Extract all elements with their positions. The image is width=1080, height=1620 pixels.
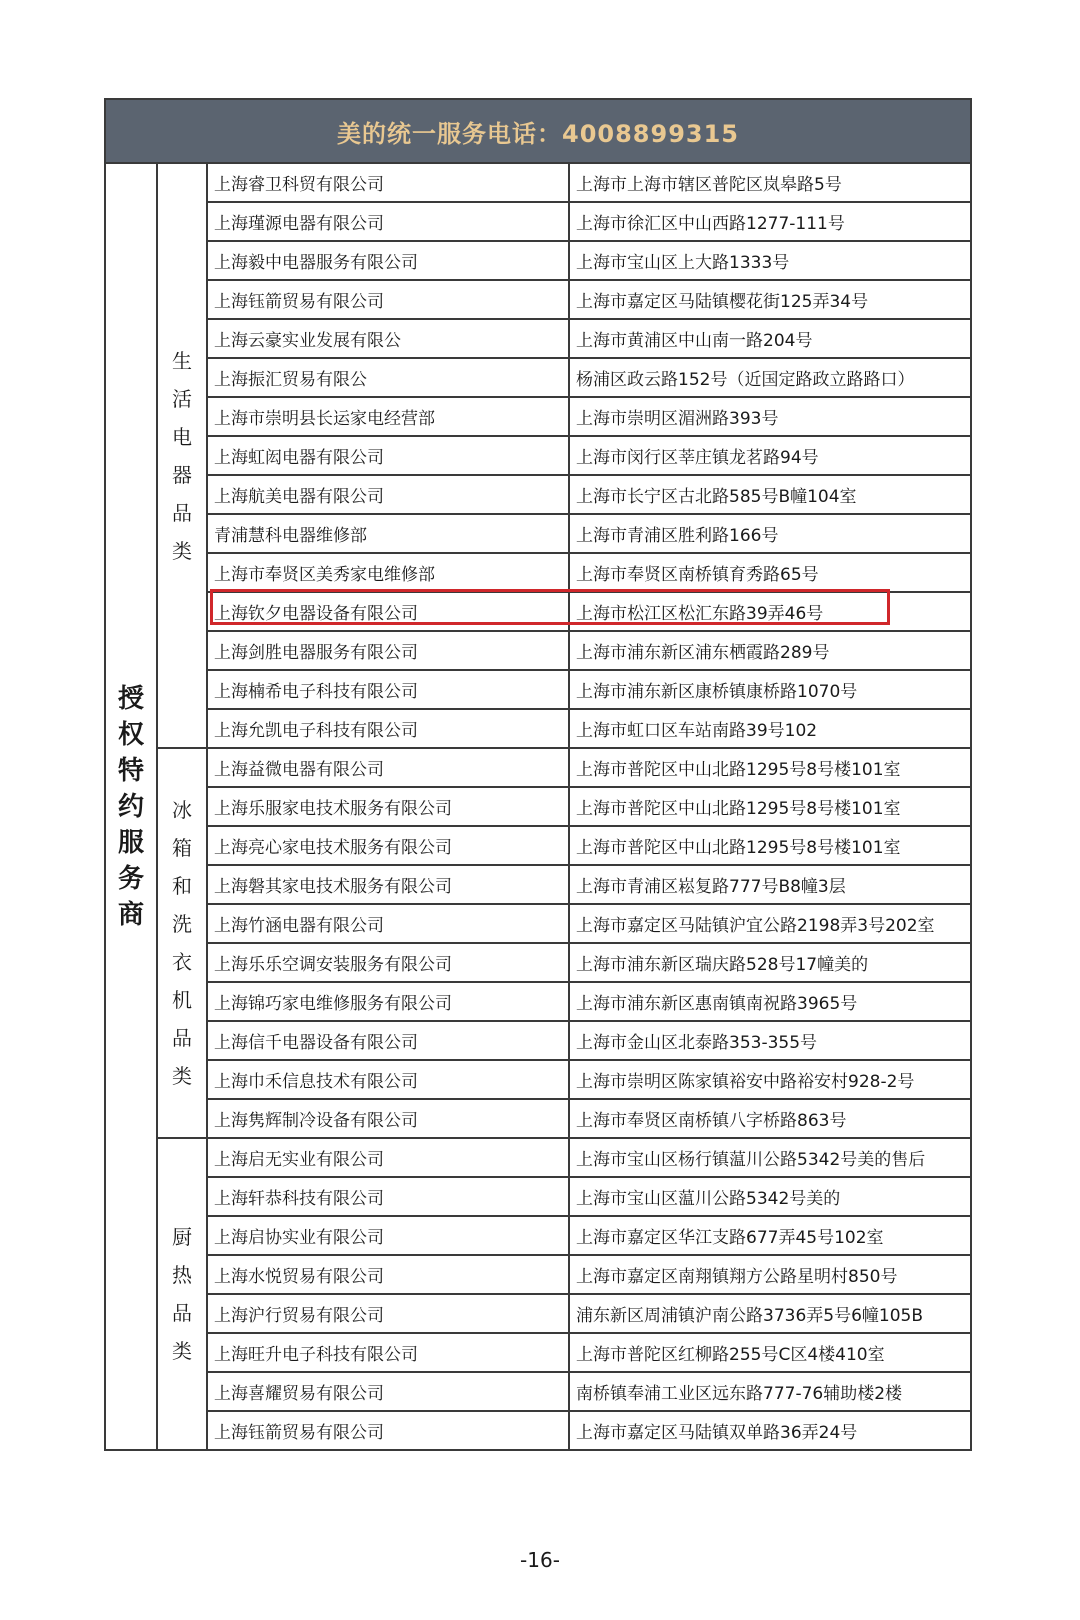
company-name-cell: 上海信千电器设备有限公司 <box>207 1021 569 1060</box>
company-name-cell: 上海瑾源电器有限公司 <box>207 202 569 241</box>
company-name-cell: 青浦慧科电器维修部 <box>207 514 569 553</box>
company-name-cell: 上海启无实业有限公司 <box>207 1138 569 1177</box>
group-label-cell <box>105 163 157 1450</box>
category-label-char: 机 <box>172 988 192 1012</box>
company-address-cell: 上海市长宁区古北路585号B幢104室 <box>569 475 971 514</box>
category-label-char: 类 <box>172 538 192 563</box>
table-row <box>105 553 971 592</box>
table-row <box>105 1294 971 1333</box>
table-row <box>105 748 971 787</box>
company-address-cell: 上海市普陀区中山北路1295号8号楼101室 <box>569 748 971 787</box>
company-address-cell: 上海市普陀区中山北路1295号8号楼101室 <box>569 787 971 826</box>
table-row <box>105 1021 971 1060</box>
table-row <box>105 1216 971 1255</box>
company-name-cell: 上海喜耀贸易有限公司 <box>207 1372 569 1411</box>
table-row <box>105 358 971 397</box>
company-name-cell: 上海乐乐空调安装服务有限公司 <box>207 943 569 982</box>
company-address-cell: 上海市崇明区陈家镇裕安中路裕安村928-2号 <box>569 1060 971 1099</box>
category-label-char: 品 <box>172 1301 192 1325</box>
company-name-cell: 上海水悦贸易有限公司 <box>207 1255 569 1294</box>
company-address-cell: 上海市嘉定区马陆镇双单路36弄24号 <box>569 1411 971 1450</box>
company-name-cell: 上海钦夕电器设备有限公司 <box>207 592 569 631</box>
category-label-cell <box>157 1138 207 1450</box>
company-name-cell: 上海沪行贸易有限公司 <box>207 1294 569 1333</box>
category-label-char: 衣 <box>172 950 192 974</box>
company-address-cell: 上海市黄浦区中山南一路204号 <box>569 319 971 358</box>
company-address-cell: 上海市嘉定区南翔镇翔方公路星明村850号 <box>569 1255 971 1294</box>
company-name-cell: 上海乐服家电技术服务有限公司 <box>207 787 569 826</box>
table-row <box>105 514 971 553</box>
company-address-cell: 上海市浦东新区浦东栖霞路289号 <box>569 631 971 670</box>
category-label-cell <box>157 163 207 748</box>
company-name-cell: 上海钰箭贸易有限公司 <box>207 1411 569 1450</box>
company-name-cell: 上海磐其家电技术服务有限公司 <box>207 865 569 904</box>
company-name-cell: 上海亮心家电技术服务有限公司 <box>207 826 569 865</box>
company-name-cell: 上海毅中电器服务有限公司 <box>207 241 569 280</box>
group-label-char: 商 <box>117 899 144 930</box>
group-label-char: 权 <box>117 719 144 750</box>
table-row <box>105 1372 971 1411</box>
category-label-char: 生 <box>172 348 192 373</box>
company-address-cell: 杨浦区政云路152号（近国定路政立路路口） <box>569 358 971 397</box>
company-address-cell: 上海市松江区松汇东路39弄46号 <box>569 592 971 631</box>
company-address-cell: 上海市普陀区中山北路1295号8号楼101室 <box>569 826 971 865</box>
company-name-cell: 上海振汇贸易有限公 <box>207 358 569 397</box>
table-row <box>105 280 971 319</box>
category-label-char: 箱 <box>172 836 192 860</box>
company-address-cell: 上海市虹口区车站南路39号102 <box>569 709 971 748</box>
company-name-cell: 上海启协实业有限公司 <box>207 1216 569 1255</box>
company-address-cell: 上海市青浦区崧复路777号B8幢3层 <box>569 865 971 904</box>
category-label-char: 冰 <box>172 798 192 822</box>
table-row <box>105 826 971 865</box>
table-row <box>105 592 971 631</box>
table-row <box>105 397 971 436</box>
table-row <box>105 1060 971 1099</box>
company-address-cell: 上海市崇明区湄洲路393号 <box>569 397 971 436</box>
company-name-cell: 上海益微电器有限公司 <box>207 748 569 787</box>
table-row <box>105 319 971 358</box>
hotline-header: 美的统一服务电话：4008899315 <box>105 99 971 163</box>
company-address-cell: 上海市嘉定区马陆镇沪宜公路2198弄3号202室 <box>569 904 971 943</box>
category-label-char: 洗 <box>172 912 192 936</box>
company-name-cell: 上海旺升电子科技有限公司 <box>207 1333 569 1372</box>
table-row <box>105 670 971 709</box>
company-name-cell: 上海竹涵电器有限公司 <box>207 904 569 943</box>
table-row <box>105 163 971 202</box>
table-row <box>105 1138 971 1177</box>
table-row <box>105 1255 971 1294</box>
company-name-cell: 上海楠希电子科技有限公司 <box>207 670 569 709</box>
company-address-cell: 上海市浦东新区惠南镇南祝路3965号 <box>569 982 971 1021</box>
company-address-cell: 上海市浦东新区康桥镇康桥路1070号 <box>569 670 971 709</box>
company-name-cell: 上海市奉贤区美秀家电维修部 <box>207 553 569 592</box>
company-address-cell: 上海市宝山区上大路1333号 <box>569 241 971 280</box>
category-label-char: 和 <box>172 874 192 898</box>
group-label-char: 约 <box>117 791 144 822</box>
company-address-cell: 上海市闵行区莘庄镇龙茗路94号 <box>569 436 971 475</box>
company-name-cell: 上海巾禾信息技术有限公司 <box>207 1060 569 1099</box>
group-label-char: 特 <box>117 755 144 786</box>
company-name-cell: 上海云豪实业发展有限公 <box>207 319 569 358</box>
category-label-char: 类 <box>172 1339 192 1363</box>
category-label-char: 器 <box>172 462 192 487</box>
category-label-char: 活 <box>172 386 192 411</box>
company-name-cell: 上海锦巧家电维修服务有限公司 <box>207 982 569 1021</box>
company-address-cell: 上海市宝山区蕰川公路5342号美的 <box>569 1177 971 1216</box>
table-row <box>105 1177 971 1216</box>
table-row <box>105 241 971 280</box>
page-number: -16- <box>520 1548 560 1572</box>
company-address-cell: 上海市奉贤区南桥镇八字桥路863号 <box>569 1099 971 1138</box>
category-label-char: 类 <box>172 1064 192 1088</box>
company-address-cell: 上海市浦东新区瑞庆路528号17幢美的 <box>569 943 971 982</box>
company-name-cell: 上海市崇明县长运家电经营部 <box>207 397 569 436</box>
company-name-cell: 上海航美电器有限公司 <box>207 475 569 514</box>
category-label-char: 热 <box>172 1263 192 1287</box>
table-row <box>105 202 971 241</box>
table-row <box>105 1411 971 1450</box>
company-address-cell: 上海市金山区北泰路353-355号 <box>569 1021 971 1060</box>
category-label-char: 厨 <box>172 1225 192 1249</box>
company-name-cell: 上海钰箭贸易有限公司 <box>207 280 569 319</box>
company-address-cell: 上海市青浦区胜利路166号 <box>569 514 971 553</box>
company-address-cell: 上海市奉贤区南桥镇育秀路65号 <box>569 553 971 592</box>
table-row <box>105 1099 971 1138</box>
table-row <box>105 1333 971 1372</box>
table-row <box>105 436 971 475</box>
company-address-cell: 上海市上海市辖区普陀区岚皋路5号 <box>569 163 971 202</box>
category-label-char: 电 <box>172 424 192 449</box>
company-name-cell: 上海剑胜电器服务有限公司 <box>207 631 569 670</box>
company-name-cell: 上海轩恭科技有限公司 <box>207 1177 569 1216</box>
table-row <box>105 475 971 514</box>
category-label-char: 品 <box>172 1026 192 1050</box>
group-label-char: 服 <box>117 827 144 858</box>
table-row <box>105 904 971 943</box>
table-row <box>105 865 971 904</box>
company-address-cell: 上海市嘉定区马陆镇樱花街125弄34号 <box>569 280 971 319</box>
company-name-cell: 上海睿卫科贸有限公司 <box>207 163 569 202</box>
category-label-cell <box>157 748 207 1138</box>
table-row <box>105 631 971 670</box>
company-address-cell: 上海市普陀区红柳路255号C区4楼410室 <box>569 1333 971 1372</box>
company-name-cell: 上海虹闳电器有限公司 <box>207 436 569 475</box>
company-address-cell: 南桥镇奉浦工业区远东路777-76辅助楼2楼 <box>569 1372 971 1411</box>
company-name-cell: 上海隽辉制冷设备有限公司 <box>207 1099 569 1138</box>
service-provider-table <box>104 98 972 1451</box>
table-row <box>105 982 971 1021</box>
company-name-cell: 上海允凯电子科技有限公司 <box>207 709 569 748</box>
table-row <box>105 943 971 982</box>
company-address-cell: 上海市嘉定区华江支路677弄45号102室 <box>569 1216 971 1255</box>
company-address-cell: 上海市徐汇区中山西路1277-111号 <box>569 202 971 241</box>
group-label-char: 授 <box>117 683 144 714</box>
table-row <box>105 709 971 748</box>
service-table-sheet <box>104 98 970 1451</box>
table-row <box>105 787 971 826</box>
category-label-char: 品 <box>172 500 192 525</box>
group-label-char: 务 <box>117 863 144 894</box>
company-address-cell: 浦东新区周浦镇沪南公路3736弄5号6幢105B <box>569 1294 971 1333</box>
company-address-cell: 上海市宝山区杨行镇蕰川公路5342号美的售后 <box>569 1138 971 1177</box>
